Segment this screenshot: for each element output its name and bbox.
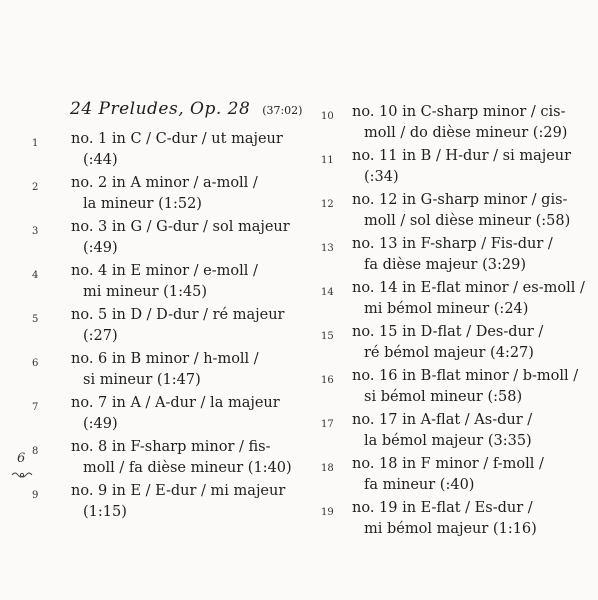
track-title [352, 146, 571, 188]
track-line2: (:49) [83, 240, 118, 256]
track-line2: (:27) [83, 328, 118, 344]
track-line1: no. 1 in C / C-dur / ut majeur [71, 131, 283, 147]
track-number: 7 [32, 402, 39, 413]
track-title [71, 393, 280, 435]
track-number: 14 [321, 287, 334, 298]
track-title [352, 190, 570, 232]
track-title [352, 410, 532, 452]
track-line1: no. 18 in F minor / f-moll / [352, 456, 544, 472]
track-line2: la bémol majeur (3:35) [364, 433, 532, 449]
track-title [71, 261, 258, 303]
track-line2: mi mineur (1:45) [83, 284, 208, 300]
section-heading [70, 99, 302, 119]
track-line1: no. 12 in G-sharp minor / gis- [352, 192, 568, 208]
track-number: 10 [321, 111, 334, 122]
track-title [352, 278, 585, 320]
track-number: 15 [321, 331, 334, 342]
track-number: 13 [321, 243, 334, 254]
track-title [71, 305, 285, 347]
track-title [352, 498, 537, 540]
track-line1: no. 6 in B minor / h-moll / [71, 351, 259, 367]
track-number: 6 [32, 358, 39, 369]
track-line1: no. 2 in A minor / a-moll / [71, 175, 258, 191]
track-title [71, 437, 292, 479]
track-line1: no. 17 in A-flat / As-dur / [352, 412, 533, 428]
track-number: 3 [32, 226, 39, 237]
track-line2: si bémol mineur (:58) [364, 389, 523, 405]
track-line2: (1:15) [83, 504, 127, 520]
track-line2: moll / do dièse mineur (:29) [364, 125, 568, 141]
track-line1: no. 14 in E-flat minor / es-moll / [352, 280, 585, 296]
track-number: 5 [32, 314, 39, 325]
track-number: 8 [32, 446, 39, 457]
section-title: 24 Preludes, Op. 28 [70, 99, 251, 119]
track-number: 4 [32, 270, 39, 281]
track-line2: moll / sol dièse mineur (:58) [364, 213, 571, 229]
track-title [352, 454, 544, 496]
track-number: 18 [321, 463, 334, 474]
track-number: 2 [32, 182, 39, 193]
track-number: 1 [32, 138, 39, 149]
track-line2: (:44) [83, 152, 118, 168]
track-number: 9 [32, 490, 39, 501]
track-number: 16 [321, 375, 334, 386]
track-line1: no. 4 in E minor / e-moll / [71, 263, 258, 279]
track-line2: ré bémol majeur (4:27) [364, 345, 534, 361]
page-number: 6 [17, 451, 26, 466]
track-line2: si mineur (1:47) [83, 372, 201, 388]
track-title [71, 173, 258, 215]
track-line1: no. 16 in B-flat minor / b-moll / [352, 368, 579, 384]
track-title [71, 349, 259, 391]
track-number: 11 [321, 155, 334, 166]
track-line1: no. 7 in A / A-dur / la majeur [71, 395, 280, 411]
track-title [352, 234, 553, 276]
track-line1: no. 5 in D / D-dur / ré majeur [71, 307, 285, 323]
track-number: 19 [321, 507, 334, 518]
track-line2: mi bémol majeur (1:16) [364, 521, 537, 537]
section-duration: (37:02) [262, 104, 303, 117]
track-line2: (:34) [364, 169, 399, 185]
track-line1: no. 15 in D-flat / Des-dur / [352, 324, 544, 340]
track-number: 12 [321, 199, 334, 210]
track-title [71, 129, 283, 171]
track-line1: no. 8 in F-sharp minor / fis- [71, 439, 271, 455]
track-line1: no. 13 in F-sharp / Fis-dur / [352, 236, 553, 252]
track-line1: no. 11 in B / H-dur / si majeur [352, 148, 572, 164]
track-line2: fa mineur (:40) [364, 477, 475, 493]
track-line2: la mineur (1:52) [83, 196, 202, 212]
track-line2: fa dièse majeur (3:29) [364, 257, 526, 273]
track-line1: no. 10 in C-sharp minor / cis- [352, 104, 566, 120]
track-line2: mi bémol mineur (:24) [364, 301, 529, 317]
track-line2: (:49) [83, 416, 118, 432]
track-title [352, 322, 543, 364]
track-line2: moll / fa dièse mineur (1:40) [83, 460, 292, 476]
ornament-icon [11, 469, 33, 482]
track-line1: no. 3 in G / G-dur / sol majeur [71, 219, 290, 235]
track-title [71, 481, 285, 523]
track-number: 17 [321, 419, 334, 430]
track-title [71, 217, 290, 259]
track-title [352, 366, 578, 408]
track-line1: no. 9 in E / E-dur / mi majeur [71, 483, 286, 499]
track-line1: no. 19 in E-flat / Es-dur / [352, 500, 533, 516]
track-title [352, 102, 567, 144]
